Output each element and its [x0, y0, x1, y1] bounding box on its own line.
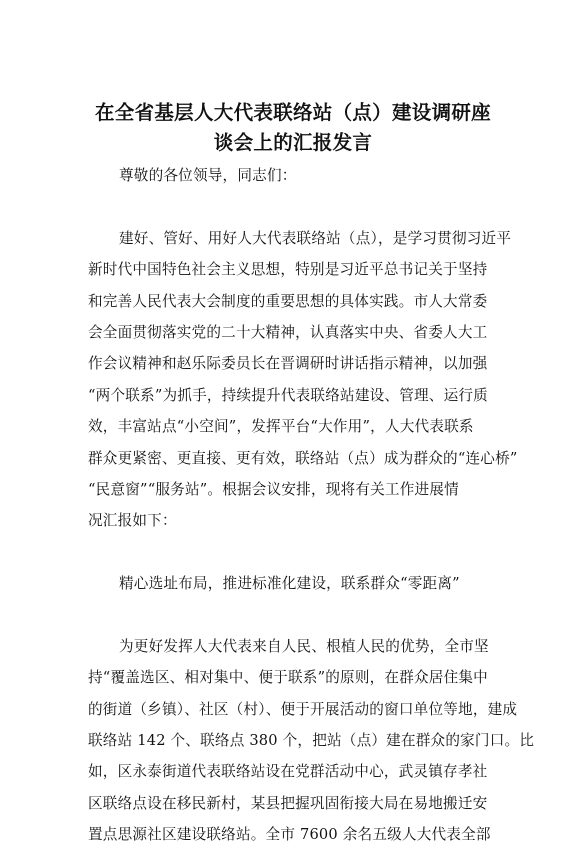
paragraph-line: 和完善人民代表大会制度的重要思想的具体实践。市人大常委 — [88, 292, 488, 310]
title-line-1: 在全省基层人大代表联络站（点）建设调研座 — [94, 101, 491, 124]
paragraph-line: “两个联系”为抓手，持续提升代表联络站建设、管理、运行质 — [88, 386, 488, 404]
paragraph-2 — [88, 631, 535, 851]
section-heading: 精心选址布局，推进标准化建设，联系群众“零距离” — [119, 575, 460, 593]
paragraph-line: 置点思源社区建设联络站。全市 7600 余名五级人大代表全部 — [88, 826, 491, 844]
paragraph-line: 的街道（乡镇）、社区（村）、便于开展活动的窗口单位等地，建成 — [88, 700, 518, 718]
paragraph-line: 群众更紧密、更直接、更有效，联络站（点）成为群众的“连心桥” — [88, 449, 518, 467]
paragraph-line: “民意窗”“服务站”。根据会议安排，现将有关工作进展情 — [88, 480, 459, 498]
paragraph-line: 新时代中国特色社会主义思想，特别是习近平总书记关于坚持 — [88, 261, 488, 279]
paragraph-line: 会全面贯彻落实党的二十大精神，认真落实中央、省委人大工 — [88, 323, 488, 341]
title-line-2: 谈会上的汇报发言 — [213, 131, 373, 154]
paragraph-line: 况汇报如下： — [88, 512, 177, 530]
document-body — [88, 160, 535, 851]
paragraph-line: 为更好发挥人大代表来自人民、根植人民的优势，全市坚 — [119, 637, 489, 655]
paragraph-line: 建好、管好、用好人大代表联络站（点），是学习贯彻习近平 — [119, 229, 512, 247]
paragraph-line: 联络站 142 个、联络点 380 个，把站（点）建在群众的家门口。比 — [88, 732, 535, 750]
paragraph-line: 如，区永泰街道代表联络站设在党群活动中心，武灵镇存孝社 — [88, 763, 488, 781]
paragraph-1 — [88, 223, 518, 537]
document-title — [60, 98, 526, 158]
paragraph-line: 持“覆盖选区、相对集中、便于联系”的原则，在群众居住集中 — [88, 669, 488, 687]
paragraph-line: 效，丰富站点“小空间”，发挥平台“大作用”，人大代表联系 — [88, 418, 474, 436]
salutation: 尊敬的各位领导，同志们： — [119, 167, 297, 184]
paragraph-line: 作会议精神和赵乐际委员长在晋调研时讲话指示精神，以加强 — [88, 355, 488, 373]
paragraph-line: 区联络点设在移民新村，某县把握巩固衔接大局在易地搬迁安 — [88, 794, 488, 812]
